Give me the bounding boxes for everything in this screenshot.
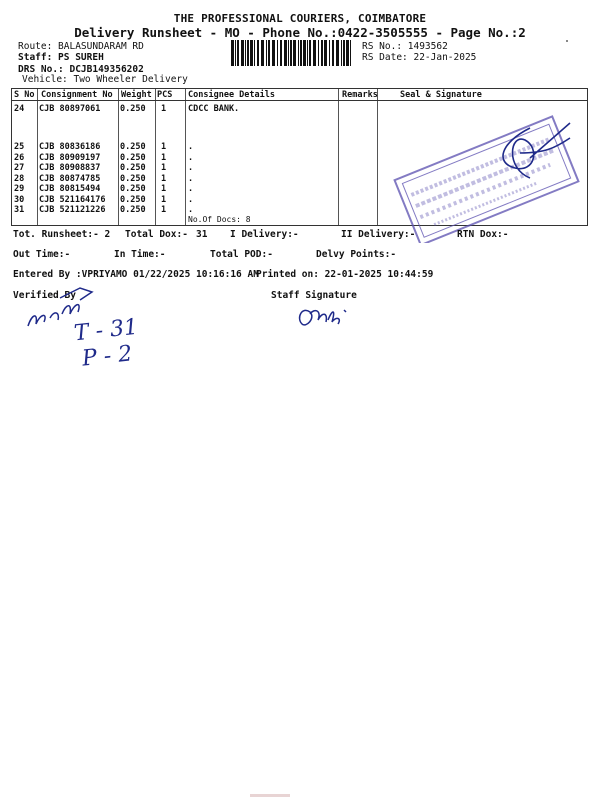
table-row-sno: 24 bbox=[14, 104, 25, 114]
header-remarks: Remarks bbox=[342, 90, 378, 100]
table-row-sno: 25 bbox=[14, 142, 25, 152]
table-row-weight: 0.250 bbox=[120, 163, 146, 173]
barcode-bar bbox=[272, 40, 275, 66]
barcode bbox=[231, 40, 355, 66]
table-row-weight: 0.250 bbox=[120, 174, 146, 184]
barcode-bar bbox=[346, 40, 349, 66]
table-row-weight: 0.250 bbox=[120, 205, 146, 215]
total-dox-label: Total Dox:- bbox=[125, 229, 188, 240]
delvy-points: Delvy Points:- bbox=[316, 249, 397, 260]
barcode-bar bbox=[250, 40, 253, 66]
barcode-bar bbox=[332, 40, 334, 66]
table-row-pcs: 1 bbox=[161, 195, 167, 205]
table-row-details: . bbox=[188, 195, 194, 205]
table-row-details: . bbox=[188, 205, 194, 215]
table-row-consignment: CJB 80815494 bbox=[39, 184, 101, 194]
header-seal: Seal & Signature bbox=[400, 90, 482, 100]
seal-stamp bbox=[380, 108, 580, 243]
ii-delivery: II Delivery:- bbox=[341, 229, 416, 240]
barcode-bar bbox=[241, 40, 244, 66]
entered-by: Entered By :VPRIYAMO 01/22/2025 10:16:16 AM bbox=[13, 269, 259, 280]
barcode-bar bbox=[288, 40, 289, 66]
no-of-docs: No.Of Docs: 8 bbox=[188, 215, 251, 224]
barcode-bar bbox=[254, 40, 255, 66]
runsheet-subtitle: Delivery Runsheet - MO - Phone No.:0422-3505555 - Page No.:2 bbox=[74, 25, 526, 40]
table-row-pcs: 1 bbox=[161, 163, 167, 173]
staff-label: Staff: PS SUREH bbox=[18, 52, 104, 63]
i-delivery: I Delivery:- bbox=[230, 229, 299, 240]
table-row-weight: 0.250 bbox=[120, 142, 146, 152]
table-row-sno: 27 bbox=[14, 163, 25, 173]
table-row-consignment: CJB 80836186 bbox=[39, 142, 101, 152]
barcode-bar bbox=[324, 40, 327, 66]
drs-number: DRS No.: DCJB149356202 bbox=[18, 64, 144, 75]
barcode-bar bbox=[303, 40, 306, 66]
header-pcs: PCS bbox=[157, 90, 173, 100]
table-row-pcs: 1 bbox=[161, 184, 167, 194]
total-pod: Total POD:- bbox=[210, 249, 273, 260]
table-row-details: . bbox=[188, 174, 194, 184]
handwritten-total: T - 31 bbox=[72, 314, 140, 347]
barcode-bar bbox=[318, 40, 319, 66]
table-row-weight: 0.250 bbox=[120, 104, 146, 114]
table-row-details: . bbox=[188, 184, 194, 194]
barcode-bar bbox=[261, 40, 264, 66]
table-row-weight: 0.250 bbox=[120, 195, 146, 205]
table-row-consignment: CJB 80874785 bbox=[39, 174, 101, 184]
vehicle-label: Vehicle: Two Wheeler Delivery bbox=[22, 74, 188, 85]
barcode-bar bbox=[343, 40, 345, 66]
barcode-bar bbox=[237, 40, 239, 66]
barcode-bar bbox=[313, 40, 316, 66]
table-row-sno: 30 bbox=[14, 195, 25, 205]
table-row-sno: 26 bbox=[14, 153, 25, 163]
staff-signature-label: Staff Signature bbox=[271, 290, 357, 301]
table-row-consignment: CJB 521121226 bbox=[39, 205, 106, 215]
barcode-bar bbox=[235, 40, 236, 66]
header-consignment: Consignment No bbox=[41, 90, 113, 100]
staff-signature bbox=[292, 300, 362, 335]
header-weight: Weight bbox=[121, 90, 152, 100]
barcode-bar bbox=[350, 40, 351, 66]
barcode-bar bbox=[293, 40, 296, 66]
table-row-details: . bbox=[188, 142, 194, 152]
barcode-bar bbox=[247, 40, 249, 66]
table-row-pcs: 1 bbox=[161, 205, 167, 215]
out-time: Out Time:- bbox=[13, 249, 71, 260]
company-title: THE PROFESSIONAL COURIERS, COIMBATORE bbox=[173, 12, 427, 25]
table-row-consignment: CJB 521164176 bbox=[39, 195, 106, 205]
table-row-sno: 31 bbox=[14, 205, 25, 215]
barcode-bar bbox=[245, 40, 246, 66]
table-row-pcs: 1 bbox=[161, 104, 167, 114]
table-row-pcs: 1 bbox=[161, 142, 167, 152]
table-row-sno: 29 bbox=[14, 184, 25, 194]
barcode-bar bbox=[277, 40, 278, 66]
route-label: Route: BALASUNDARAM RD bbox=[18, 41, 144, 52]
barcode-bar bbox=[329, 40, 330, 66]
table-row-consignment: CJB 80908837 bbox=[39, 163, 101, 173]
total-dox-value: 31 bbox=[196, 229, 208, 240]
verified-by-label: Verified By bbox=[13, 290, 76, 301]
barcode-bar bbox=[300, 40, 302, 66]
barcode-bar bbox=[321, 40, 323, 66]
table-row-pcs: 1 bbox=[161, 174, 167, 184]
barcode-bar bbox=[309, 40, 311, 66]
barcode-bar bbox=[284, 40, 287, 66]
table-row-consignment: CJB 80897061 bbox=[39, 104, 101, 114]
rtn-dox: RTN Dox:- bbox=[457, 229, 509, 240]
table-row-pcs: 1 bbox=[161, 153, 167, 163]
in-time: In Time:- bbox=[114, 249, 166, 260]
tot-runsheet: Tot. Runsheet:- 2 bbox=[13, 229, 111, 240]
barcode-bar bbox=[257, 40, 259, 66]
header-sno: S No bbox=[14, 90, 35, 100]
rs-date: RS Date: 22-Jan-2025 bbox=[362, 52, 477, 63]
barcode-bar bbox=[307, 40, 308, 66]
barcode-bar bbox=[280, 40, 282, 66]
table-row-sno: 28 bbox=[14, 174, 25, 184]
barcode-bar bbox=[231, 40, 234, 66]
table-row-details: . bbox=[188, 153, 194, 163]
barcode-bar bbox=[341, 40, 342, 66]
header-consignee: Consignee Details bbox=[188, 90, 275, 100]
speck bbox=[566, 40, 568, 42]
table-row-consignment: CJB 80909197 bbox=[39, 153, 101, 163]
handwritten-pages: P - 2 bbox=[80, 341, 134, 372]
printed-on: Printed on: 22-01-2025 10:44:59 bbox=[256, 269, 434, 280]
barcode-bar bbox=[290, 40, 292, 66]
rs-number: RS No.: 1493562 bbox=[362, 41, 448, 52]
scan-smudge bbox=[250, 794, 290, 797]
table-row-details: . bbox=[188, 163, 194, 173]
barcode-bar bbox=[266, 40, 267, 66]
barcode-bar bbox=[298, 40, 299, 66]
barcode-bar bbox=[336, 40, 339, 66]
table-row-weight: 0.250 bbox=[120, 184, 146, 194]
table-row-weight: 0.250 bbox=[120, 153, 146, 163]
table-row-details: CDCC BANK. bbox=[188, 104, 240, 114]
barcode-bar bbox=[268, 40, 270, 66]
